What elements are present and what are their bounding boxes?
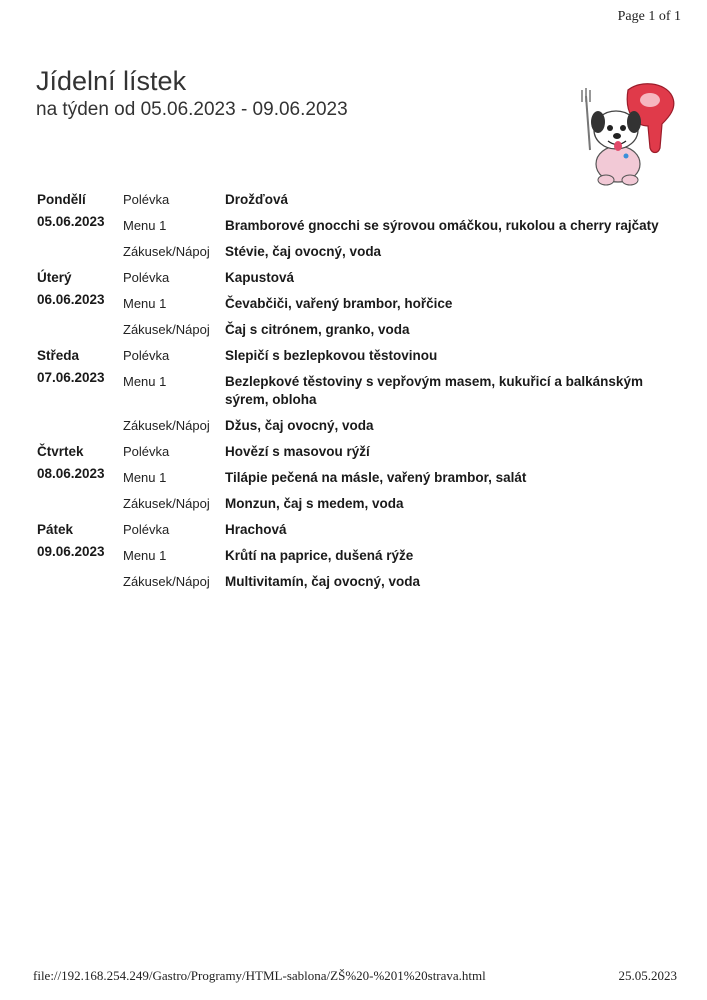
menu-row (37, 269, 677, 287)
day-block (37, 347, 677, 435)
course-type: Polévka (123, 444, 170, 459)
day-date: 09.06.2023 (37, 544, 105, 559)
page-subtitle: na týden od 05.06.2023 - 09.06.2023 (36, 99, 348, 120)
day-block (37, 191, 677, 261)
dish-name: Slepičí s bezlepkovou těstovinou (225, 348, 438, 363)
dish-name: Tilápie pečená na másle, vařený brambor, salát (225, 470, 527, 485)
footer-file-path: file://192.168.254.249/Gastro/Programy/HTML-sablona/ZŠ%20-%201%20strava.html (33, 968, 486, 983)
course-type: Menu 1 (123, 374, 167, 389)
day-date: 08.06.2023 (37, 466, 105, 481)
day-block (37, 443, 677, 513)
day-block (37, 521, 677, 591)
day-name: Pátek (37, 522, 74, 537)
footer-date: 25.05.2023 (618, 968, 677, 983)
dish-name: Krůtí na paprice, dušená rýže (225, 548, 414, 563)
menu-row (37, 465, 677, 487)
day-block (37, 269, 677, 339)
day-date: 06.06.2023 (37, 292, 105, 307)
menu-row (37, 417, 677, 435)
course-type: Polévka (123, 270, 170, 285)
course-type: Zákusek/Nápoj (123, 496, 210, 511)
day-name: Úterý (37, 270, 72, 285)
menu-row (37, 521, 677, 539)
mascot-illustration (570, 78, 680, 188)
menu-row (37, 291, 677, 313)
course-type: Zákusek/Nápoj (123, 244, 210, 259)
menu-row (37, 213, 677, 235)
day-date: 07.06.2023 (37, 370, 105, 385)
dish-name: Hovězí s masovou rýží (225, 444, 370, 459)
dish-name: Kapustová (225, 270, 295, 285)
page-number: Page 1 of 1 (617, 9, 681, 24)
day-name: Čtvrtek (37, 444, 84, 459)
dish-name: Bezlepkové těstoviny s vepřovým masem, kukuřicí a balkánským sýrem, obloha (225, 374, 643, 407)
course-type: Polévka (123, 192, 170, 207)
dish-name: Monzun, čaj s medem, voda (225, 496, 404, 511)
course-type: Menu 1 (123, 548, 167, 563)
day-name: Pondělí (37, 192, 86, 207)
menu-row (37, 347, 677, 365)
dish-name: Drožďová (225, 192, 288, 207)
dish-name: Bramborové gnocchi se sýrovou omáčkou, rukolou a cherry rajčaty (225, 218, 659, 233)
day-name: Středa (37, 348, 80, 363)
course-type: Polévka (123, 348, 170, 363)
dish-name: Multivitamín, čaj ovocný, voda (225, 574, 421, 589)
menu-row (37, 369, 677, 409)
course-type: Menu 1 (123, 218, 167, 233)
course-type: Zákusek/Nápoj (123, 322, 210, 337)
course-type: Menu 1 (123, 470, 167, 485)
dish-name: Stévie, čaj ovocný, voda (225, 244, 382, 259)
course-type: Zákusek/Nápoj (123, 574, 210, 589)
dish-name: Hrachová (225, 522, 287, 537)
menu-row (37, 443, 677, 461)
dish-name: Džus, čaj ovocný, voda (225, 418, 374, 433)
menu-row (37, 191, 677, 209)
page-title: Jídelní lístek (36, 66, 187, 96)
menu-row (37, 243, 677, 261)
course-type: Menu 1 (123, 296, 167, 311)
course-type: Polévka (123, 522, 170, 537)
day-date: 05.06.2023 (37, 214, 105, 229)
dish-name: Čevabčiči, vařený brambor, hořčice (225, 296, 453, 311)
menu-row (37, 495, 677, 513)
course-type: Zákusek/Nápoj (123, 418, 210, 433)
menu-row (37, 543, 677, 565)
weekly-menu (37, 191, 677, 599)
menu-row (37, 573, 677, 591)
dish-name: Čaj s citrónem, granko, voda (225, 322, 410, 337)
menu-row (37, 321, 677, 339)
